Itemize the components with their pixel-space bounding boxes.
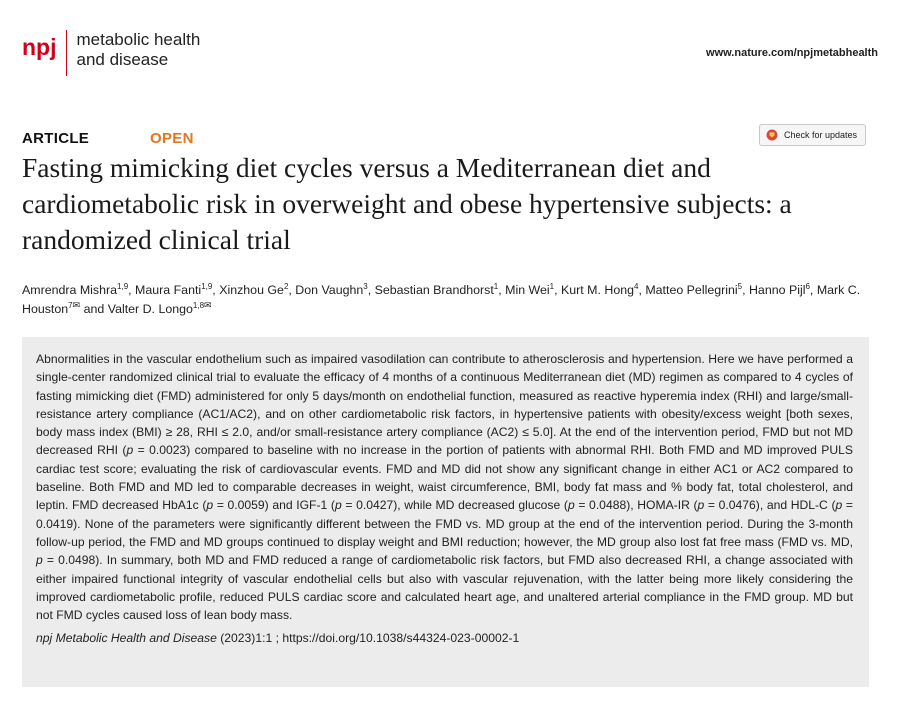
author-list: Amrendra Mishra$^{1,9}$, Maura Fanti$^{1,9}$, Xinzhou Ge$^2$, Don Vaughn$^3$, Sebastian Brandhorst$^1$, Min Wei$^1$, Kurt M. Hong$^4$, Matteo Pellegrini$^5$, Hanno Pijl$^6$, Mark C. Houston$^{7✉}$ and Valter D. Longo$^{1,8✉}$ <box>22 281 861 316</box>
author-conjunction: and <box>80 302 108 316</box>
citation-doi-link[interactable]: (2023)1:1 ; https://doi.org/10.1038/s44324-023-00002-1 <box>216 631 520 646</box>
author-affiliation: 7 <box>68 300 73 310</box>
journal-header <box>22 20 878 80</box>
logo-line-2: and disease <box>76 50 169 69</box>
p-symbol: p <box>126 443 134 458</box>
article-type-row <box>22 130 878 150</box>
author-affiliation: 5 <box>737 281 743 291</box>
author-affiliation: 1,9 <box>201 281 213 291</box>
abstract-text <box>36 350 853 624</box>
author-name[interactable]: Sebastian Brandhorst <box>374 283 494 297</box>
author-affiliation: 1 <box>493 281 499 291</box>
author-affiliation: 1,8 <box>192 300 205 310</box>
logo-line-1: metabolic health <box>76 30 201 49</box>
abstract-part-4: = 0.0059) and IGF-1 ( <box>213 498 335 513</box>
author-name[interactable]: Min Wei <box>505 283 550 297</box>
abstract-part-7: = 0.0476), and HDL-C ( <box>704 498 836 513</box>
p-symbol: p <box>835 498 843 513</box>
check-for-updates-button[interactable] <box>759 124 866 146</box>
crossmark-icon <box>766 129 778 141</box>
article-type-label: ARTICLE <box>22 130 90 147</box>
email-icon[interactable]: ✉ <box>72 299 81 310</box>
abstract-part-2: = 0.0023) <box>133 443 191 458</box>
abstract-part-3: compared to baseline with no increase in the portion of patients with abnormal RHI. Both FMD and MD improved PULS cardiac test score; evaluating the risk of cardiovascular events. FMD and MD did not show any significant change in either AC1 or AC2 compared to baseline. Both FMD and MD led to comparable decreases in weight, waist circumference, BMI, body fat mass and % body fat, total cholesterol, and leptin. FMD decreased HbA1c ( <box>36 443 853 513</box>
author-affiliation: 4 <box>634 281 639 291</box>
p-symbol: p <box>567 498 575 513</box>
abstract-part-8: = 0.0419). None of the parameters were significantly different between the FMD vs. MD group at the end of the intervention period. During the 3-month follow-up period, the FMD and MD groups continued to display weight and BMI reduction; however, the MD group also lost fat free mass (FMD vs. MD, <box>36 498 854 549</box>
author-name[interactable]: Maura Fanti <box>135 283 202 297</box>
abstract-part-9: = 0.0498). In summary, both MD and FMD reduced a range of cardiometabolic risk factors, but FMD also decreased RHI, a change associated with either impaired functional integrity of vascular endothelial cells but also with vascular rejuvenation, with the latter being more likely considering the improved cardiometabolic profile, reduced PULS cardiac score and calculated heart age, and unaltered arterial compliance in the FMD group. MD but not FMD cycles caused loss of lean body mass. <box>36 553 853 623</box>
citation-journal: npj Metabolic Health and Disease <box>36 631 217 646</box>
author-affiliation: 1 <box>549 281 555 291</box>
author-name[interactable]: Mark C. Houston <box>22 283 861 316</box>
citation-line <box>36 629 853 647</box>
author-affiliation: 1,9 <box>117 281 129 291</box>
author-name[interactable]: Don Vaughn <box>295 283 364 297</box>
author-affiliation: 3 <box>363 281 368 291</box>
open-access-label: OPEN <box>150 130 194 147</box>
logo-divider <box>66 30 67 76</box>
check-for-updates-label: Check for updates <box>783 130 857 140</box>
author-name[interactable]: Kurt M. Hong <box>561 283 634 297</box>
abstract-part-1: Abnormalities in the vascular endothelium such as impaired vasodilation can contribute to atherosclerosis and hypertension. Here we have performed a single-center randomized clinical trial to evaluate the efficacy of 4 months of a continuous Mediterranean diet (MD) regimen as compared to 4 cycles of fasting mimicking diet (FMD) administered for only 5 days/month on endothelial function, measured as reactive hyperemia index (RHI) and large/small-resistance artery compliance (AC1/AC2), and on other cardiometabolic risk factors, in hypertensive patients with obesity/excess weight [both sexes, body mass index (BMI) ≥ 28, RHI ≤ 2.0, and/or small-resistance artery compliance (AC2) ≤ 5.0]. At the end of the intervention period, FMD but not MD decreased RHI ( <box>36 352 853 458</box>
p-symbol: p <box>697 498 705 513</box>
author-name[interactable]: Hanno Pijl <box>748 283 806 297</box>
author-name[interactable]: Valter D. Longo <box>107 302 193 316</box>
author-name[interactable]: Matteo Pellegrini <box>645 283 738 297</box>
author-name[interactable]: Amrendra Mishra <box>22 283 118 297</box>
site-url-link[interactable]: www.nature.com/npjmetabhealth <box>706 47 878 59</box>
p-symbol: p <box>334 498 342 513</box>
abstract-box <box>22 337 869 687</box>
journal-logo[interactable] <box>22 30 200 76</box>
abstract-part-5: = 0.0427), while MD decreased glucose ( <box>341 498 568 513</box>
email-icon[interactable]: ✉ <box>204 299 212 310</box>
article-title: Fasting mimicking diet cycles versus a Mediterranean diet and cardiometabolic risk in overweight and obese hypertensive subjects: a randomized clinical trial <box>22 152 792 255</box>
author-affiliation: 2 <box>283 281 289 291</box>
p-symbol: p <box>206 498 214 513</box>
abstract-part-6: = 0.0488), HOMA-IR ( <box>574 498 698 513</box>
logo-npj: npj <box>22 34 57 60</box>
author-affiliation: 6 <box>805 281 810 291</box>
p-symbol: p <box>36 553 43 568</box>
author-name[interactable]: Xinzhou Ge <box>219 283 284 297</box>
logo-journal-name <box>77 30 201 70</box>
